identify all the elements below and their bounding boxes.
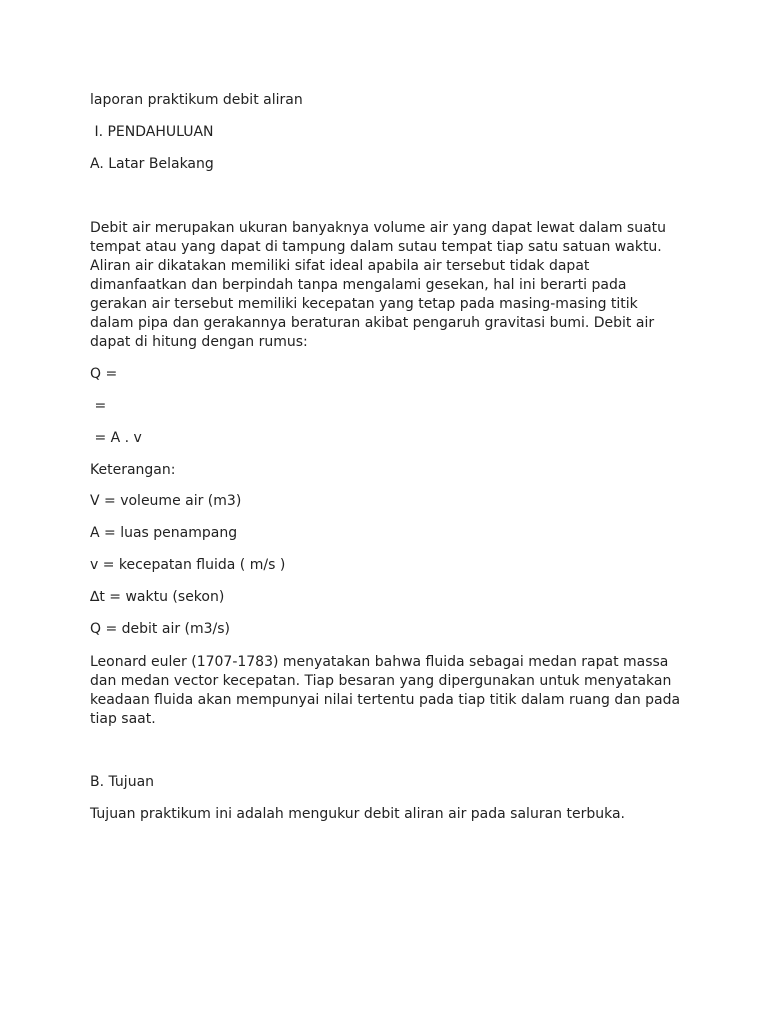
formula-line-3: = A . v bbox=[90, 430, 142, 446]
subsection-heading-tujuan: B. Tujuan bbox=[90, 774, 155, 790]
intro-line: dapat di hitung dengan rumus: bbox=[90, 334, 308, 350]
section-heading-pendahuluan: I. PENDAHULUAN bbox=[90, 124, 214, 140]
definition-discharge: Q = debit air (m3/s) bbox=[90, 621, 231, 637]
intro-line: Debit air merupakan ukuran banyaknya volume air yang dapat lewat dalam suatu bbox=[90, 220, 667, 236]
euler-line: keadaan fluida akan mempunyai nilai tertentu pada tiap titik dalam ruang dan pada bbox=[90, 692, 681, 708]
tujuan-paragraph: Tujuan praktikum ini adalah mengukur debit aliran air pada saluran terbuka. bbox=[90, 806, 625, 822]
definition-volume: V = voleume air (m3) bbox=[90, 493, 242, 509]
euler-line: Leonard euler (1707-1783) menyatakan bahwa fluida sebagai medan rapat massa bbox=[90, 654, 669, 670]
intro-line: gerakan air tersebut memiliki kecepatan yang tetap pada masing-masing titik bbox=[90, 296, 638, 312]
euler-paragraph bbox=[90, 653, 680, 729]
euler-line: tiap saat. bbox=[90, 711, 156, 727]
definition-velocity: v = kecepatan fluida ( m/s ) bbox=[90, 557, 286, 573]
intro-line: dalam pipa dan gerakannya beraturan akibat pengaruh gravitasi bumi. Debit air bbox=[90, 315, 655, 331]
intro-line: tempat atau yang dapat di tampung dalam sutau tempat tiap satu satuan waktu. bbox=[90, 239, 662, 255]
intro-line: Aliran air dikatakan memiliki sifat ideal apabila air tersebut tidak dapat bbox=[90, 258, 590, 274]
document-title: laporan praktikum debit aliran bbox=[90, 92, 303, 108]
intro-paragraph bbox=[90, 219, 680, 352]
definition-time: ∆t = waktu (sekon) bbox=[90, 589, 225, 605]
definition-area: A = luas penampang bbox=[90, 525, 238, 541]
keterangan-label: Keterangan: bbox=[90, 462, 176, 478]
euler-line: dan medan vector kecepatan. Tiap besaran yang dipergunakan untuk menyatakan bbox=[90, 673, 672, 689]
formula-line-1: Q = bbox=[90, 366, 118, 382]
subsection-heading-latar-belakang: A. Latar Belakang bbox=[90, 156, 214, 172]
formula-line-2: = bbox=[90, 398, 107, 414]
intro-line: dimanfaatkan dan berpindah tanpa mengalami gesekan, hal ini berarti pada bbox=[90, 277, 627, 293]
